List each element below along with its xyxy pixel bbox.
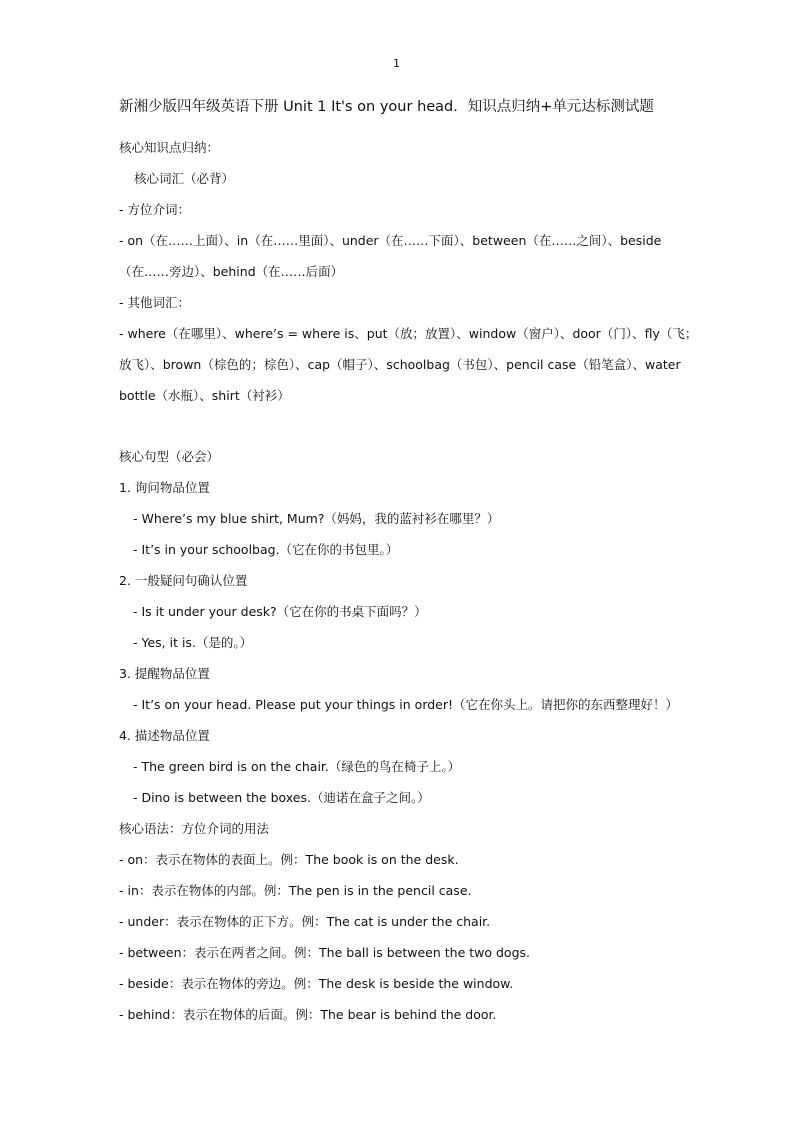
sentence-group [119, 720, 699, 813]
sentence-example: - It’s in your schoolbag.（它在你的书包里。） [133, 542, 399, 557]
sentence-group-title: 2. 一般疑问句确认位置 [119, 573, 248, 588]
sentence-example: - Is it under your desk?（它在你的书桌下面吗？） [133, 604, 427, 619]
grammar-rule: - in：表示在物体的内部。例：The pen is in the pencil case. [119, 883, 472, 898]
document-title: 新湘少版四年级英语下册 Unit 1 It's on your head．知识点归纳+单元达标测试题 [119, 99, 654, 115]
document-body [119, 96, 699, 1030]
sentence-group [119, 658, 699, 720]
grammar-rule: - between：表示在两者之间。例：The ball is between the two dogs. [119, 945, 530, 960]
grammar-rule: - under：表示在物体的正下方。例：The cat is under the chair. [119, 914, 491, 929]
prepositions-text: - on（在……上面）、in（在……里面）、under（在……下面）、between（在……之间）、beside（在……旁边）、behind（在……后面） [119, 233, 662, 279]
sentence-group [119, 472, 699, 565]
sentence-example: - The green bird is on the chair.（绿色的鸟在椅子上。） [133, 759, 461, 774]
vocab-subheading: 核心词汇（必背） [134, 171, 235, 186]
grammar-rule: - behind：表示在物体的后面。例：The bear is behind the door. [119, 1007, 497, 1022]
other-vocab-text: - where（在哪里）、where’s = where is、put（放；放置）、window（窗户）、door（门）、fly（飞；放飞）、brown（棕色的；棕色）、cap（帽子）、schoolbag（书包）、pencil case（铅笔盒）、water bottle（水瓶）、shirt（衬衫） [119, 326, 698, 403]
grammar-rule: - on：表示在物体的表面上。例：The book is on the desk. [119, 852, 459, 867]
grammar-section-heading: 核心语法：方位介词的用法 [119, 821, 270, 836]
sentences-section-heading: 核心句型（必会） [119, 449, 220, 464]
sentence-example: - It’s on your head. Please put your things in order!（它在你头上。请把你的东西整理好！） [133, 697, 679, 712]
sentence-example: - Yes, it is.（是的。） [133, 635, 253, 650]
grammar-rule: - beside：表示在物体的旁边。例：The desk is beside the window. [119, 976, 514, 991]
vocab-section-heading: 核心知识点归纳： [119, 140, 220, 155]
page-number: 1 [393, 57, 400, 70]
sentence-group-title: 3. 提醒物品位置 [119, 666, 210, 681]
sentence-group-title: 4. 描述物品位置 [119, 728, 210, 743]
section-gap [119, 411, 699, 441]
sentence-example: - Dino is between the boxes.（迪诺在盒子之间。） [133, 790, 430, 805]
sentence-group [119, 565, 699, 658]
other-vocab-heading: - 其他词汇： [119, 295, 190, 310]
sentence-example: - Where’s my blue shirt, Mum?（妈妈，我的蓝衬衫在哪里？） [133, 511, 500, 526]
prepositions-heading: - 方位介词： [119, 202, 190, 217]
sentence-group-title: 1. 询问物品位置 [119, 480, 210, 495]
